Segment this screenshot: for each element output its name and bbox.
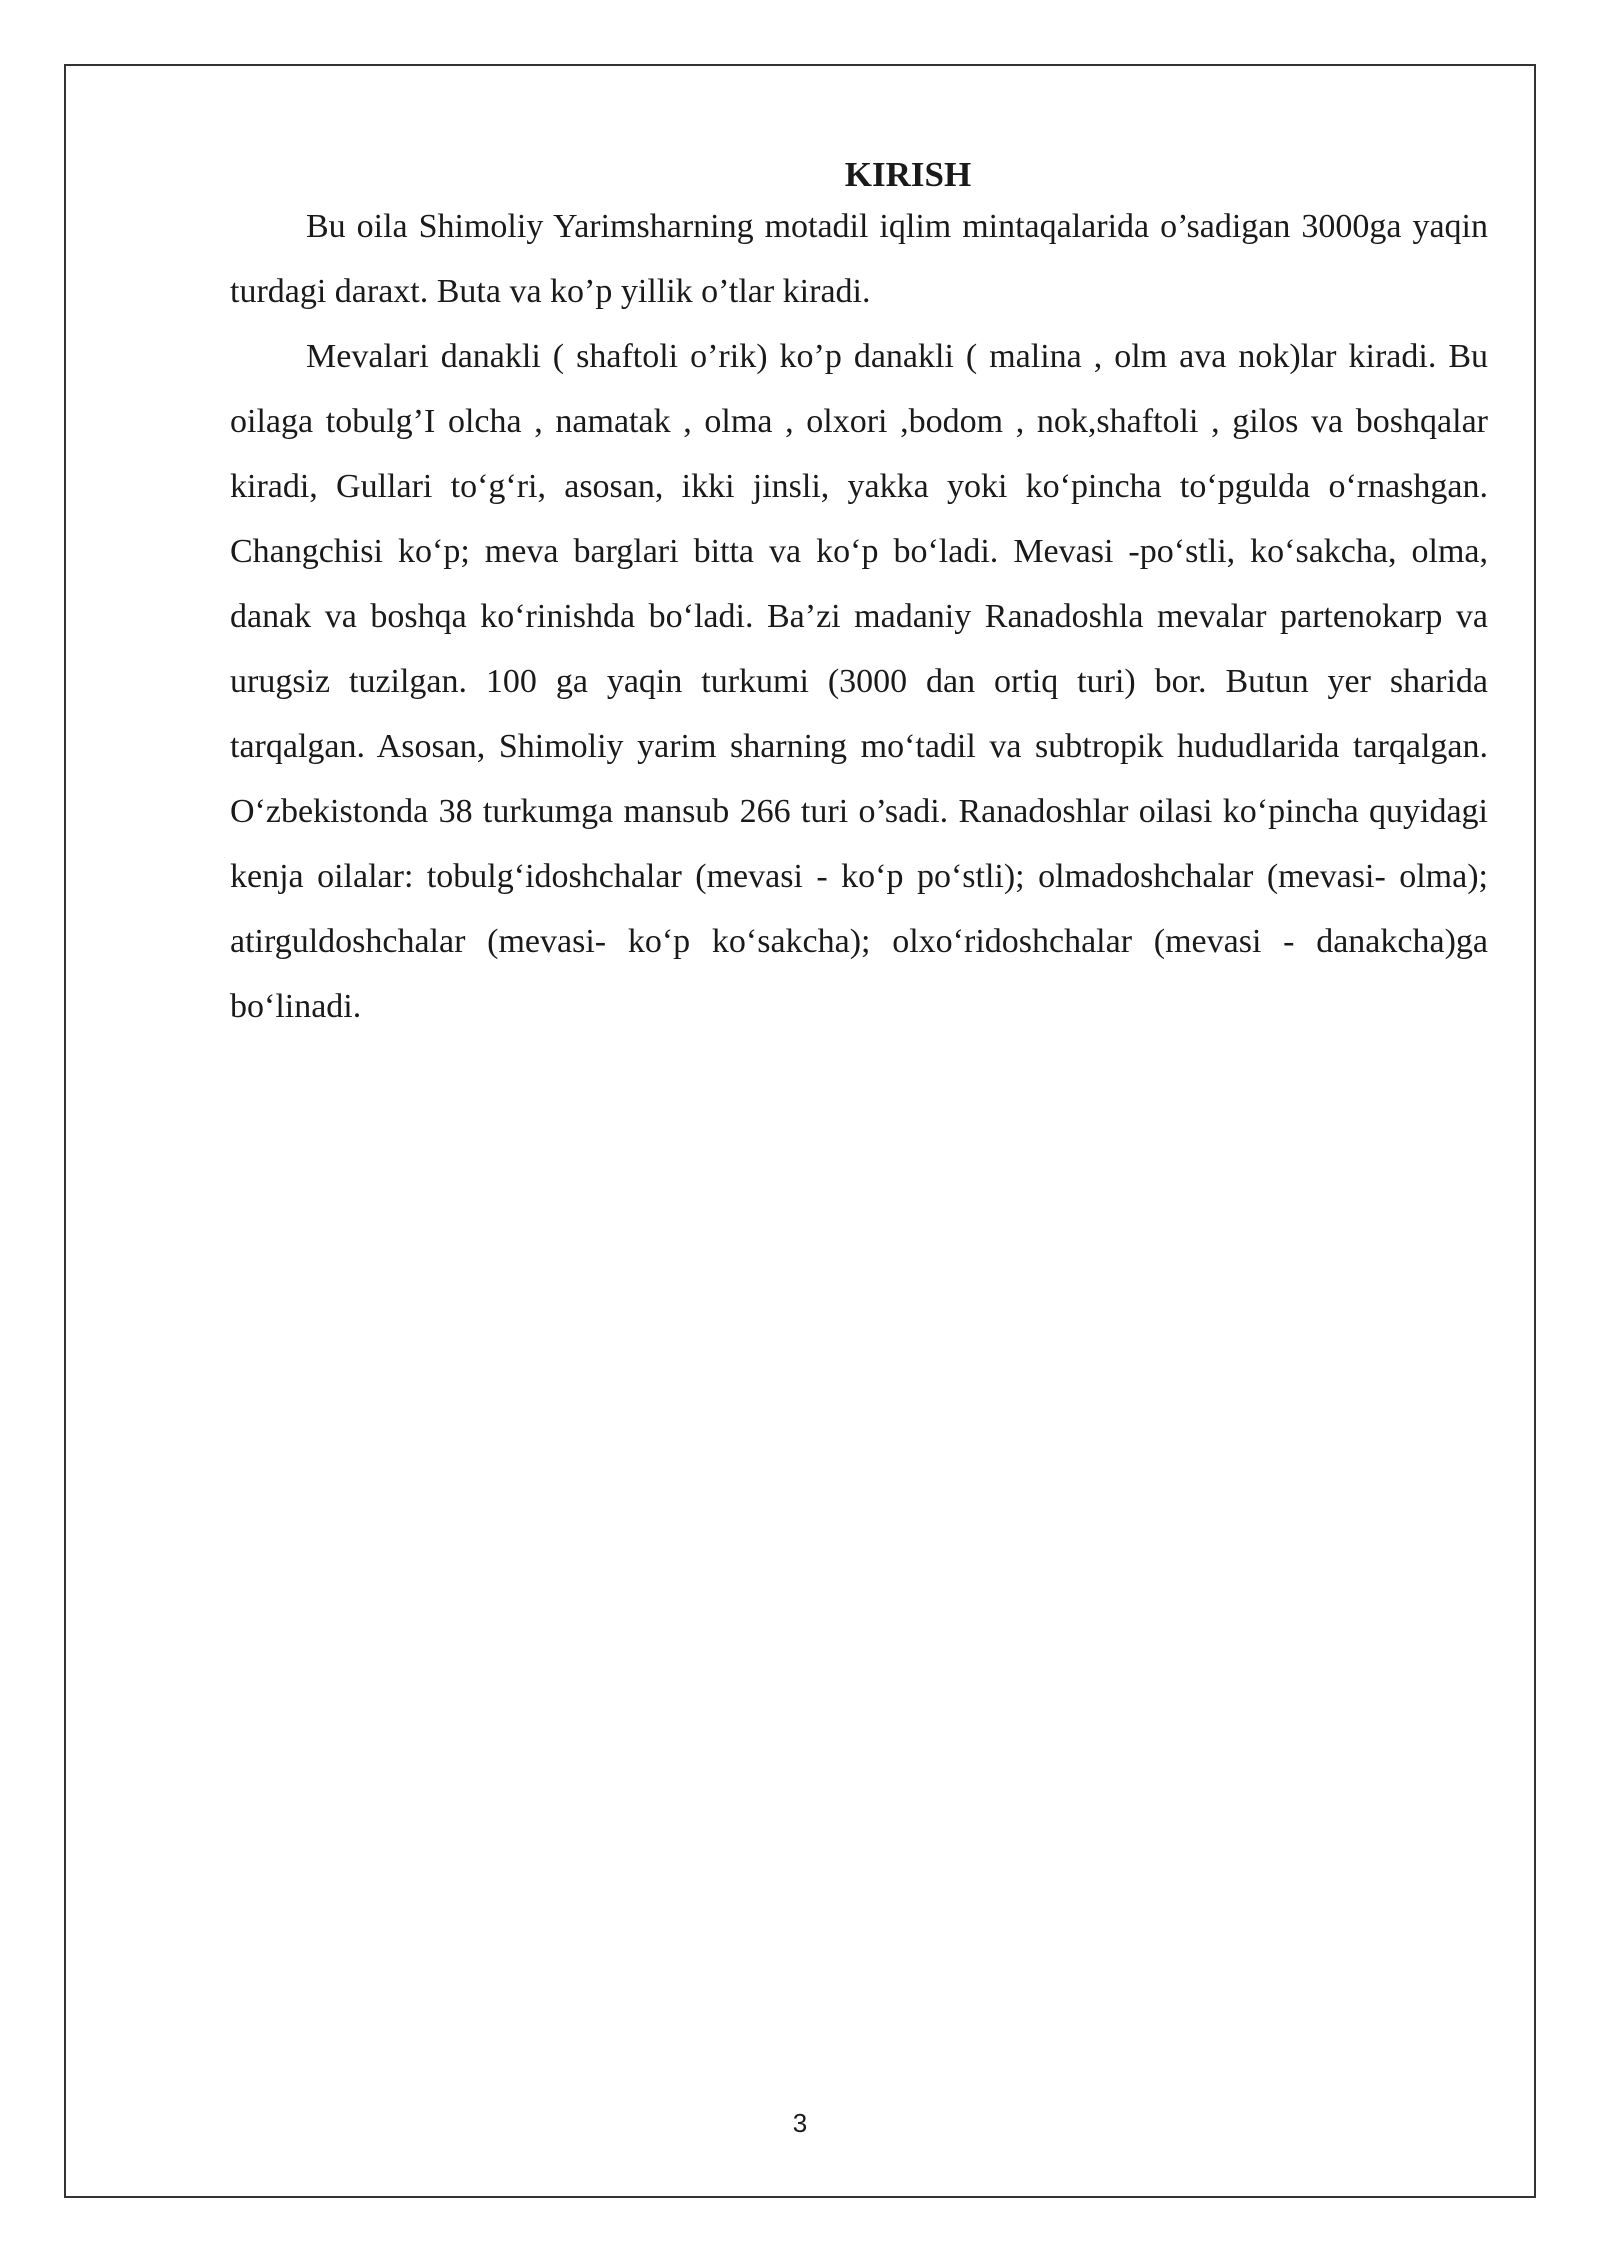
document-body <box>230 150 1488 1039</box>
paragraph-intro: Bu oila Shimoliy Yarimsharning motadil iqlim mintaqalarida o’sadigan 3000ga yaqin turdagi daraxt. Buta va ko’p yillik o’tlar kiradi. <box>230 208 1488 310</box>
paragraph-description: Mevalari danakli ( shaftoli o’rik) ko’p danakli ( malina , olm ava nok)lar kiradi. Bu oilaga tobulg’I olcha , namatak , olma , olxori ,bodom , nok,shaftoli , gilos va boshqalar kiradi, Gullari toʻgʻri, asosan, ikki jinsli, yakka yoki koʻpincha toʻpgulda oʻrnashgan. Changchisi koʻp; meva barglari bitta va koʻp boʻladi. Mevasi -poʻstli, koʻsakcha, olma, danak va boshqa koʻrinishda boʻladi. Ba’zi madaniy Ranadoshla mevalar partenokarp va urugsiz tuzilgan. 100 ga yaqin turkumi (3000 dan ortiq turi) bor. Butun yer sharida tarqalgan. Asosan, Shimoliy yarim sharning moʻtadil va subtropik hududlarida tarqalgan. Oʻzbekistonda 38 turkumga mansub 266 turi o’sadi. Ranadoshlar oilasi koʻpincha quyidagi kenja oilalar: tobulgʻidoshchalar (mevasi - koʻp poʻstli); olmadoshchalar (mevasi- olma); atirguldoshchalar (mevasi- koʻp koʻsakcha); olxoʻridoshchalar (mevasi - danakcha)ga boʻlinadi. <box>230 338 1488 1025</box>
page-number: 3 <box>792 2108 808 2138</box>
document-title: KIRISH <box>844 155 972 194</box>
